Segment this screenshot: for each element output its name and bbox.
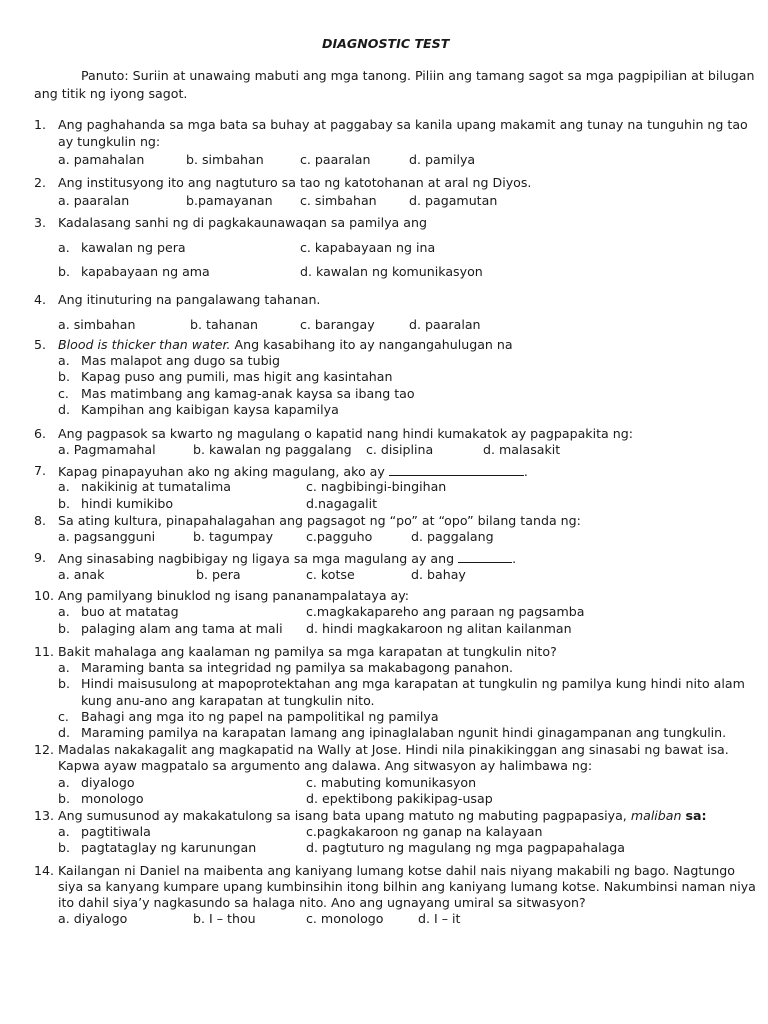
option-d: d. paaralan [409, 317, 481, 332]
instructions-line-2: ang titik ng iyong sagot. [34, 86, 188, 101]
option-c: c. simbahan [300, 193, 377, 208]
question-number: 6. [34, 426, 47, 441]
option-a: a. pamahalan [58, 152, 145, 167]
question-number: 4. [34, 292, 47, 307]
question-text: Ang itinuturing na pangalawang tahanan. [58, 292, 321, 307]
option-letter: a. [58, 479, 70, 494]
question-text: Kadalasang sanhi ng di pagkakaunawaqan sa pamilya ang [58, 215, 427, 230]
option-d: Maraming pamilya na karapatan lamang ang ipinaglalaban ngunit hindi ginagampanan ang tungkulin. [81, 725, 727, 740]
question-number: 10. [34, 588, 55, 603]
option-d: Kampihan ang kaibigan kaysa kapamilya [81, 402, 339, 417]
option-letter: d. [58, 725, 70, 740]
question-number: 7. [34, 463, 47, 478]
option-d: d. bahay [411, 567, 466, 582]
option-letter: b. [58, 840, 70, 855]
option-a: nakikinig at tumatalima [81, 479, 231, 494]
question-text-end: . [523, 464, 528, 479]
option-c: c.pagguho [306, 529, 373, 544]
option-b-continued: kung anu-ano ang karapatan at tungkulin nito. [81, 693, 375, 708]
option-letter: b. [58, 496, 70, 511]
option-letter: d. [58, 402, 70, 417]
question-text: ito dahil siya’y nagkasundo sa halaga nito. Ano ang ugnayang umiral sa sitwasyon? [58, 895, 586, 910]
question-text-end: . [512, 551, 517, 566]
option-d: d. epektibong pakikipag-usap [306, 791, 493, 806]
option-a: a. diyalogo [58, 911, 128, 926]
option-d: d.nagagalit [306, 496, 378, 511]
option-b: b. tagumpay [193, 529, 274, 544]
option-letter: b. [58, 621, 70, 636]
question-text-main: Ang sumusunod ay makakatulong sa isang bata upang matuto ng mabuting pagpapasiya, [58, 808, 627, 823]
option-letter: a. [58, 240, 70, 255]
option-c: c. monologo [306, 911, 384, 926]
option-d: d. paggalang [411, 529, 494, 544]
question-text [58, 808, 707, 823]
option-a: buo at matatag [81, 604, 179, 619]
option-a: a. pagsangguni [58, 529, 156, 544]
option-letter: a. [58, 660, 70, 675]
option-d: d. hindi magkakaroon ng alitan kailanman [306, 621, 572, 636]
question-number: 3. [34, 215, 47, 230]
question-number: 12. [34, 742, 55, 757]
option-b: b. kawalan ng paggalang [193, 442, 352, 457]
option-d: d. I – it [418, 911, 461, 926]
question-text-main: Kapag pinapayuhan ako ng aking magulang, ako ay [58, 464, 385, 479]
option-b: b. I – thou [193, 911, 256, 926]
question-text-rest: Ang kasabihang ito ay nangangahulugan na [230, 337, 513, 352]
option-letter: a. [58, 604, 70, 619]
question-text: Ang paghahanda sa mga bata sa buhay at paggabay sa kanila upang makamit ang tunay na tunguhin ng tao [58, 117, 748, 132]
option-b: b. pera [196, 567, 241, 582]
option-b: kapabayaan ng ama [81, 264, 210, 279]
option-c: c.pagkakaroon ng ganap na kalayaan [306, 824, 543, 839]
option-d: d. pagamutan [409, 193, 498, 208]
option-a: a. paaralan [58, 193, 130, 208]
option-letter: b. [58, 264, 70, 279]
answer-blank[interactable] [458, 550, 512, 563]
option-d: d. pamilya [409, 152, 476, 167]
option-c: c. paaralan [300, 152, 371, 167]
question-text-italic: maliban [630, 808, 682, 823]
option-b: b.pamayanan [186, 193, 273, 208]
option-a: Mas malapot ang dugo sa tubig [81, 353, 281, 368]
question-number: 2. [34, 175, 47, 190]
question-text: Ang institusyong ito ang nagtuturo sa tao ng katotohanan at aral ng Diyos. [58, 175, 532, 190]
option-c: c. kapabayaan ng ina [300, 240, 436, 255]
option-d: d. malasakit [483, 442, 561, 457]
option-a: a. Pagmamahal [58, 442, 156, 457]
option-a: a. anak [58, 567, 105, 582]
option-c: c. disiplina [366, 442, 434, 457]
question-text: siya sa kanyang kumpare upang kumbinsihin itong bilhin ang kaniyang lumang kotse. Nakumbinsi naman niya [58, 879, 756, 894]
page-title: DIAGNOSTIC TEST [322, 36, 450, 51]
question-text [58, 463, 528, 479]
question-number: 11. [34, 644, 55, 659]
option-d: d. kawalan ng komunikasyon [300, 264, 483, 279]
option-letter: b. [58, 369, 70, 384]
question-text: Ang pamilyang binuklod ng isang pananampalataya ay: [58, 588, 410, 603]
option-letter: c. [58, 709, 69, 724]
question-text: Kapwa ayaw magpatalo sa argumento ang dalawa. Ang sitwasyon ay halimbawa ng: [58, 758, 593, 773]
question-text: Kailangan ni Daniel na maibenta ang kaniyang lumang kotse dahil nais niyang makabili ng bago. Nagtungo [58, 863, 735, 878]
option-c: c. mabuting komunikasyon [306, 775, 477, 790]
instructions-line-1: Panuto: Suriin at unawaing mabuti ang mga tanong. Piliin ang tamang sagot sa mga pagpipilian at bilugan [81, 68, 755, 83]
option-c: Bahagi ang mga ito ng papel na pampolitikal ng pamilya [81, 709, 439, 724]
question-text: Madalas nakakagalit ang magkapatid na Wally at Jose. Hindi nila pinakikinggan ang sinasabi ng bawat isa. [58, 742, 729, 757]
question-text: ay tungkulin ng: [58, 134, 161, 149]
option-letter: b. [58, 791, 70, 806]
option-letter: a. [58, 353, 70, 368]
question-text [58, 550, 516, 566]
option-c: Mas matimbang ang kamag-anak kaysa sa ibang tao [81, 386, 415, 401]
question-text-main: Ang sinasabing nagbibigay ng ligaya sa mga magulang ay ang [58, 551, 455, 566]
question-number: 13. [34, 808, 55, 823]
option-a: Maraming banta sa integridad ng pamilya sa makabagong panahon. [81, 660, 514, 675]
option-d: d. pagtuturo ng magulang ng mga pagpapahalaga [306, 840, 626, 855]
question-number: 14. [34, 863, 55, 878]
option-a: diyalogo [81, 775, 135, 790]
option-b: Hindi maisusulong at mapoprotektahan ang mga karapatan at tungkulin ng pamilya kung hindi nito alam [81, 676, 745, 691]
option-b: hindi kumikibo [81, 496, 174, 511]
option-letter: b. [58, 676, 70, 691]
answer-blank[interactable] [389, 463, 524, 476]
option-a: pagtitiwala [81, 824, 151, 839]
question-number: 8. [34, 513, 47, 528]
option-b: monologo [81, 791, 144, 806]
option-a: kawalan ng pera [81, 240, 186, 255]
option-letter: a. [58, 824, 70, 839]
option-c: c. kotse [306, 567, 355, 582]
question-number: 5. [34, 337, 47, 352]
option-b: b. simbahan [186, 152, 264, 167]
option-b: pagtataglay ng karunungan [81, 840, 257, 855]
option-b: Kapag puso ang pumili, mas higit ang kasintahan [81, 369, 393, 384]
option-c: c. barangay [300, 317, 375, 332]
question-number: 9. [34, 550, 47, 565]
question-number: 1. [34, 117, 47, 132]
question-text-italic: Blood is thicker than water. [58, 337, 231, 352]
question-text: Bakit mahalaga ang kaalaman ng pamilya sa mga karapatan at tungkulin nito? [58, 644, 557, 659]
option-c: c. nagbibingi-bingihan [306, 479, 447, 494]
option-b: b. tahanan [190, 317, 259, 332]
option-a: a. simbahan [58, 317, 136, 332]
option-b: palaging alam ang tama at mali [81, 621, 283, 636]
question-text: Sa ating kultura, pinapahalagahan ang pagsagot ng “po” at “opo” bilang tanda ng: [58, 513, 581, 528]
question-text: Ang pagpasok sa kwarto ng magulang o kapatid nang hindi kumakatok ay pagpapakita ng: [58, 426, 633, 441]
option-letter: a. [58, 775, 70, 790]
question-text-bold: sa: [685, 808, 707, 823]
option-c: c.magkakapareho ang paraan ng pagsamba [306, 604, 585, 619]
question-text [58, 337, 513, 352]
option-letter: c. [58, 386, 69, 401]
